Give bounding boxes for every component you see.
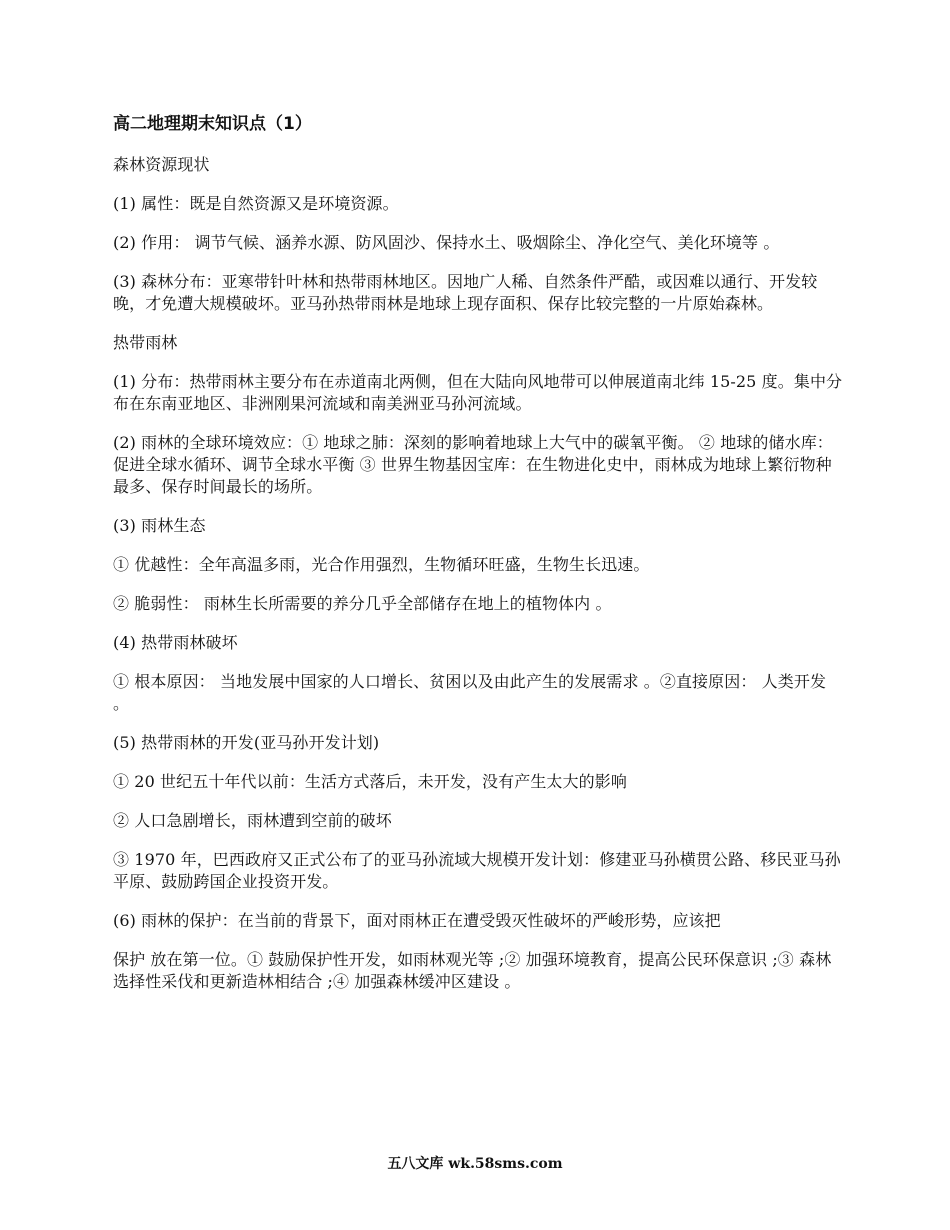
paragraph: (4) 热带雨林破坏 (113, 633, 238, 652)
paragraph: ② 人口急剧增长，雨林遭到空前的破坏 (113, 811, 392, 830)
section-heading: 森林资源现状 (113, 155, 210, 174)
paragraph: (1) 分布：热带雨林主要分布在赤道南北两侧，但在大陆向风地带可以伸展道南北纬 15-25 度。集中分布在东南亚地区、非洲刚果河流域和南美洲亚马孙河流域。 (113, 372, 843, 413)
paragraph: (2) 作用： 调节气候、涵养水源、防风固沙、保持水土、吸烟除尘、净化空气、美化环境等 。 (113, 233, 780, 252)
paragraph: ① 根本原因： 当地发展中国家的人口增长、贫困以及由此产生的发展需求 。②直接原因： 人类开发 。 (113, 672, 827, 713)
paragraph: (3) 森林分布：亚寒带针叶林和热带雨林地区。因地广人稀、自然条件严酷，或因难以通行、开发较晚，才免遭大规模破坏。亚马孙热带雨林是地球上现存面积、保存比较完整的一片原始森林。 (113, 272, 818, 313)
paragraph: ① 20 世纪五十年代以前：生活方式落后，未开发，没有产生太大的影响 (113, 772, 627, 791)
section-heading: 热带雨林 (113, 333, 178, 352)
paragraph: (1) 属性：既是自然资源又是环境资源。 (113, 194, 399, 213)
paragraph: (3) 雨林生态 (113, 516, 206, 535)
document-body (113, 112, 843, 1010)
paragraph: (5) 热带雨林的开发(亚马孙开发计划) (113, 733, 380, 752)
paragraph: ① 优越性：全年高温多雨，光合作用强烈，生物循环旺盛，生物生长迅速。 (113, 555, 650, 574)
paragraph: (2) 雨林的全球环境效应：① 地球之肺：深刻的影响着地球上大气中的碳氧平衡。 ② 地球的储水库：促进全球水循环、调节全球水平衡 ③ 世界生物基因宝库：在生物进化史中，雨林成为地球上繁衍物种最多、保存时间最长的场所。 (113, 433, 833, 496)
paragraph: 保护 放在第一位。① 鼓励保护性开发，如雨林观光等 ;② 加强环境教育，提高公民环保意识 ;③ 森林选择性采伐和更新造林相结合 ;④ 加强森林缓冲区建设 。 (113, 950, 832, 991)
paragraph: ③ 1970 年，巴西政府又正式公布了的亚马孙流域大规模开发计划：修建亚马孙横贯公路、移民亚马孙平原、鼓励跨国企业投资开发。 (113, 850, 841, 891)
footer-watermark: 五八文库 wk.58sms.com (387, 1156, 563, 1172)
document-title: 高二地理期末知识点（1） (113, 114, 312, 134)
paragraph: ② 脆弱性： 雨林生长所需要的养分几乎全部储存在地上的植物体内 。 (113, 594, 612, 613)
paragraph: (6) 雨林的保护：在当前的背景下，面对雨林正在遭受毁灭性破坏的严峻形势，应该把 (113, 911, 721, 930)
